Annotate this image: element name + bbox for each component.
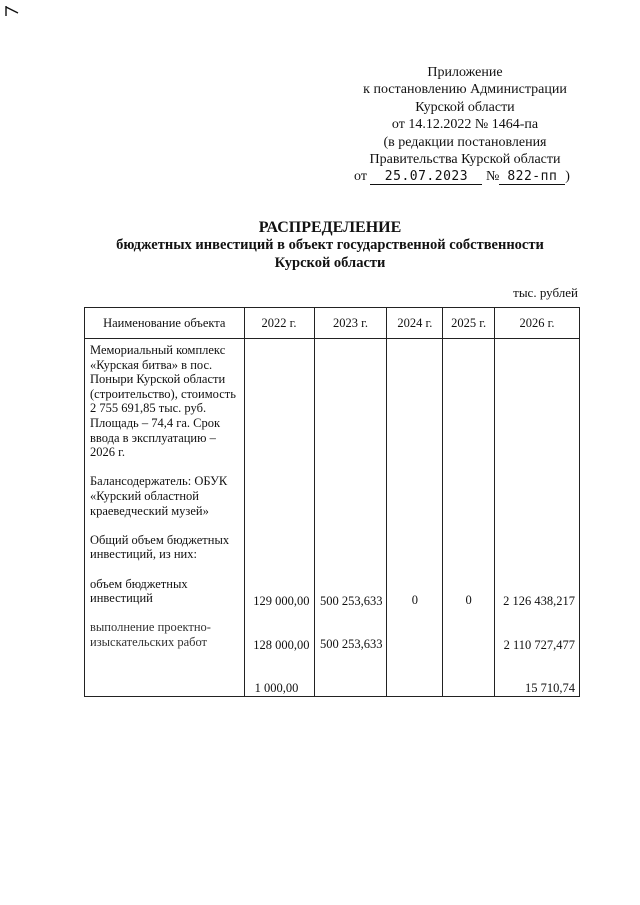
title-line-2: бюджетных инвестиций в объект государственной собственности xyxy=(116,237,544,253)
revision-date: 25.07.2023 xyxy=(370,169,482,185)
value-2026-total: 2 126 438,217 xyxy=(503,594,575,609)
corner-check-mark-icon xyxy=(4,4,20,18)
object-holder: Балансодержатель: ОБУК «Курский областной краеведческий музей» xyxy=(90,474,228,518)
title-main: РАСПРЕДЕЛЕНИЕ xyxy=(258,219,402,236)
header-2025: 2025 г. xyxy=(443,308,495,339)
survey-works-label: выполнение проектно-изыскательских работ xyxy=(90,620,211,649)
values-2024 xyxy=(387,339,443,697)
value-2025-survey xyxy=(443,681,494,696)
value-2022-invest: 128 000,00 xyxy=(253,637,310,652)
header-2023: 2023 г. xyxy=(314,308,387,339)
header-2024: 2024 г. xyxy=(387,308,443,339)
value-2023-invest: 500 253,633 xyxy=(319,637,383,652)
object-name-cell xyxy=(85,339,245,697)
appendix-original-date: от 14.12.2022 № 1464-па xyxy=(391,117,539,133)
appendix-revision-date-line xyxy=(330,168,600,185)
appendix-government: Правительства Курской области xyxy=(369,152,561,168)
value-2023-total: 500 253,633 xyxy=(319,593,383,608)
title-line-3: Курской области xyxy=(274,254,386,271)
appendix-label: Приложение xyxy=(427,65,503,80)
value-2022-total: 129 000,00 xyxy=(253,594,310,609)
value-2025-total: 0 xyxy=(465,593,472,608)
value-2023-survey xyxy=(315,681,383,696)
total-investment-label: Общий объем бюджетных инвестиций, из них: xyxy=(90,532,230,562)
revision-number: 822-пп xyxy=(499,169,565,185)
investment-table xyxy=(84,307,580,697)
value-2024-survey xyxy=(387,681,442,696)
document-title xyxy=(80,218,580,272)
appendix-revision: (в редакции постановления xyxy=(383,134,547,150)
number-sign: № xyxy=(485,169,500,185)
values-2026 xyxy=(495,339,580,697)
object-description: Мемориальный комплекс «Курская битва» в пос. Поныри Курской области (строительство), стоимость 2 755 691,85 тыс. руб. Площадь – 74,4 га. Срок ввода в эксплуатацию – 2026 г. xyxy=(90,343,236,460)
table-row xyxy=(85,339,580,697)
value-2024-total: 0 xyxy=(411,593,418,608)
unit-label: тыс. рублей xyxy=(513,285,578,300)
date-prefix: от xyxy=(354,169,367,185)
closing-paren: ) xyxy=(565,169,570,185)
header-2022: 2022 г. xyxy=(244,308,314,339)
appendix-region: Курской области xyxy=(415,99,515,115)
investment-volume-label: объем бюджетных инвестиций xyxy=(90,576,188,606)
table-header-row xyxy=(85,308,580,339)
values-2025 xyxy=(443,339,495,697)
value-2022-survey: 1 000,00 xyxy=(254,681,299,696)
value-2026-survey: 15 710,74 xyxy=(525,681,575,696)
header-object-name: Наименование объекта xyxy=(85,308,245,339)
appendix-block xyxy=(330,64,600,186)
values-2023 xyxy=(314,339,387,697)
appendix-resolution: к постановлению Администрации xyxy=(363,82,567,98)
value-2026-invest: 2 110 727,477 xyxy=(503,637,575,652)
values-2022 xyxy=(244,339,314,697)
header-2026: 2026 г. xyxy=(495,308,580,339)
